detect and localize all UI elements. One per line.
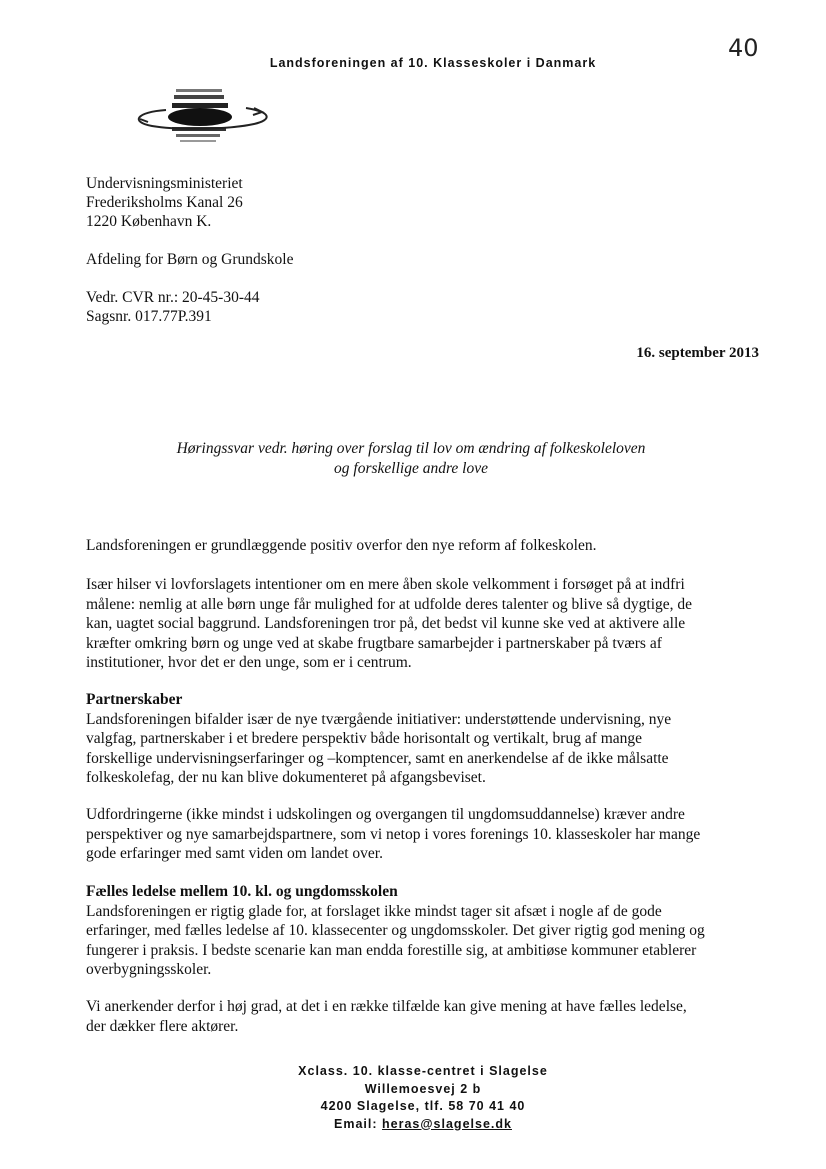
organization-header: Landsforeningen af 10. Klasseskoler i Danmark <box>269 56 597 70</box>
paragraph-line: Især hilser vi lovforslagets intentioner om en mere åben skole velkomment i forsøget på at indfri <box>86 576 685 593</box>
letter-date: 16. september 2013 <box>636 345 759 361</box>
paragraph-recognition <box>86 997 766 1036</box>
footer-street: Willemoesvej 2 b <box>364 1081 482 1096</box>
paragraph-line: Landsforeningen bifalder især de nye tværgående initiativer: understøttende undervisning, nye <box>86 710 672 728</box>
paragraph-line: fungerer i praksis. I bedste scenarie kan man endda forestille sig, at ambitiøse kommuner etablerer <box>86 941 697 959</box>
paragraph-intro: Landsforeningen er grundlæggende positiv overfor den nye reform af folkeskolen. <box>86 537 597 554</box>
recipient-name: Undervisningsministeriet <box>86 175 243 192</box>
subject-line-2: og forskellige andre love <box>334 460 488 477</box>
paragraph-line: kan, uagtet social baggrund. Landsforeningen tror på, det bedst vil kunne ske ved at aktivere alle <box>86 615 686 632</box>
paragraph-line: perspektiver og nye samarbejdspartnere, som vi netop i vores forenings 10. klasseskoler har mange <box>86 825 701 843</box>
paragraph-line: folkeskolefag, der nu kan blive dokumenteret på afgangsbeviset. <box>86 769 486 786</box>
footer-organization: Xclass. 10. klasse-centret i Slagelse <box>298 1064 548 1078</box>
section-partnerships <box>86 690 766 788</box>
reference-case-number: Sagsnr. 017.77P.391 <box>86 308 212 325</box>
reference-cvr: Vedr. CVR nr.: 20-45-30-44 <box>86 289 260 306</box>
paragraph-line: forskellige undervisningserfaringer og –komptencer, samt en anerkendelse af de ikke målsatte <box>86 749 669 767</box>
paragraph-line: institutioner, hvor det er den unge, som er i centrum. <box>86 654 412 671</box>
footer-city-phone: 4200 Slagelse, tlf. 58 70 41 40 <box>320 1099 526 1113</box>
paragraph-line: kræfter omkring børn og unge ved at skabe frugtbare samarbejder i partnerskaber på tværs af <box>86 634 662 652</box>
paragraph-challenges <box>86 805 766 864</box>
recipient-city: 1220 København K. <box>86 213 212 230</box>
handwritten-page-number: 40 <box>728 34 759 62</box>
sender-footer <box>0 1063 826 1133</box>
paragraph-intentions <box>86 575 766 673</box>
footer-email-label: Email: <box>334 1116 383 1131</box>
section-shared-leadership <box>86 882 766 980</box>
swirl-logo-icon <box>126 86 276 153</box>
paragraph-line: der dækker flere aktører. <box>86 1017 239 1035</box>
recipient-street: Frederiksholms Kanal 26 <box>86 194 243 211</box>
recipient-address <box>86 174 243 231</box>
subject-line-1: Høringssvar vedr. høring over forslag til lov om ændring af folkeskoleloven <box>176 440 646 457</box>
letter-subject <box>86 439 736 479</box>
paragraph-line: valgfag, partnerskaber i et bredere perspektiv både horisontalt og vertikalt, brug af mange <box>86 730 643 747</box>
recipient-department: Afdeling for Børn og Grundskole <box>86 251 294 268</box>
footer-email-line <box>0 1116 826 1134</box>
footer-email-link[interactable]: heras@slagelse.dk <box>382 1116 512 1131</box>
section-heading-shared-leadership: Fælles ledelse mellem 10. kl. og ungdomsskolen <box>86 883 398 900</box>
paragraph-line: gode erfaringer med samt viden om landet over. <box>86 845 383 862</box>
paragraph-line: overbygningsskoler. <box>86 961 212 978</box>
paragraph-line: Landsforeningen er rigtig glade for, at forslaget ikke mindst tager sit afsæt i nogle af de gode <box>86 902 662 920</box>
section-heading-partnerships: Partnerskaber <box>86 691 183 708</box>
paragraph-line: målene: nemlig at alle børn unge får mulighed for at udfolde deres talenter og blive så dygtige, de <box>86 595 693 613</box>
paragraph-line: Vi anerkender derfor i høj grad, at det i en række tilfælde kan give mening at have fælles ledelse, <box>86 998 687 1015</box>
reference-block <box>86 288 260 326</box>
paragraph-line: erfaringer, med fælles ledelse af 10. klassecenter og ungdomsskoler. Det giver rigtig god mening og <box>86 922 705 939</box>
paragraph-line: Udfordringerne (ikke mindst i udskolingen og overgangen til ungdomsuddannelse) kræver andre <box>86 806 685 823</box>
